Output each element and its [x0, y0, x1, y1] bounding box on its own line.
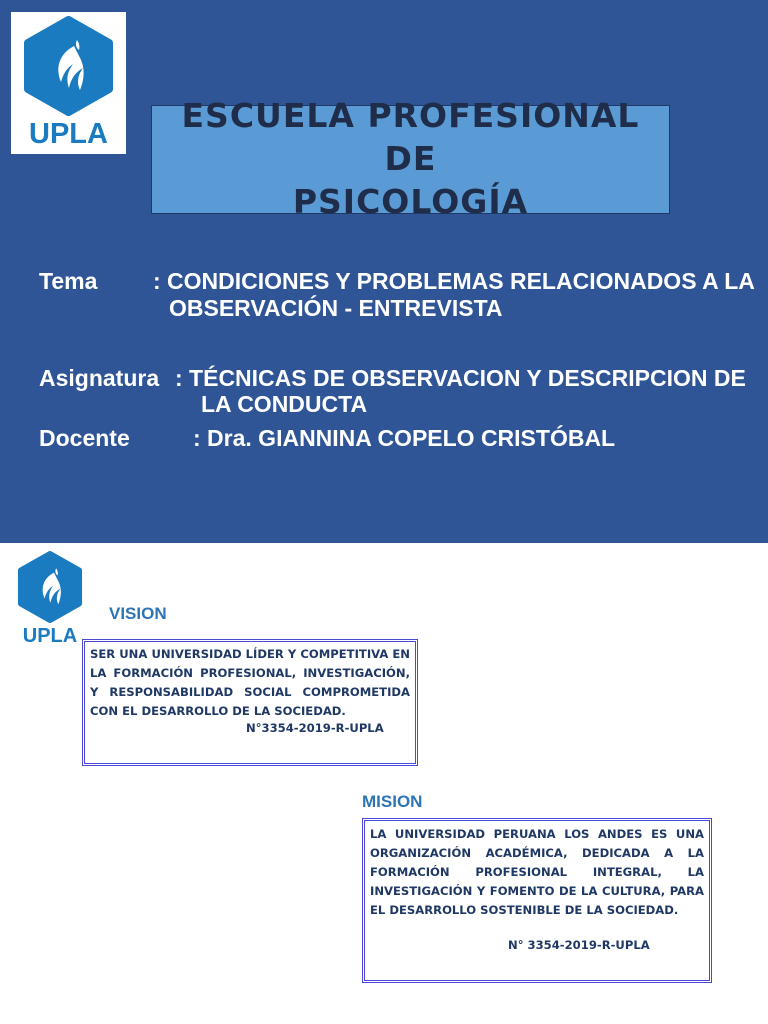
vision-line-1: SER UNA UNIVERSIDAD LÍDER Y COMPETITIVA EN: [90, 647, 410, 661]
upla-emblem-icon: [14, 551, 86, 623]
vision-line-3: Y RESPONSABILIDAD SOCIAL COMPROMETIDA: [90, 685, 410, 699]
tema-value-line-1: : CONDICIONES Y PROBLEMAS RELACIONADOS A LA: [153, 268, 755, 294]
mision-line-1: LA UNIVERSIDAD PERUANA LOS ANDES ES UNA: [370, 827, 704, 841]
mision-heading: MISION: [362, 792, 423, 811]
asignatura-value-line-2: LA CONDUCTA: [201, 391, 368, 417]
upla-logo: [11, 12, 126, 154]
logo-wordmark: UPLA: [22, 625, 78, 647]
asignatura-value-line-1: : TÉCNICAS DE OBSERVACION Y DESCRIPCION DE: [175, 365, 746, 391]
mision-line-3: FORMACIÓN PROFESIONAL INTEGRAL, LA: [370, 865, 704, 879]
docente-value: : Dra. GIANNINA COPELO CRISTÓBAL: [193, 425, 616, 451]
mision-line-2: ORGANIZACIÓN ACADÉMICA, DEDICADA A LA: [370, 846, 704, 860]
vision-box: [82, 639, 418, 766]
logo-wordmark: UPLA: [29, 118, 108, 150]
upla-emblem-icon: [19, 16, 118, 116]
mision-line-5: EL DESARROLLO SOSTENIBLE DE LA SOCIEDAD.: [370, 903, 679, 917]
upla-logo-small: [12, 551, 88, 647]
vision-line-4: CON EL DESARROLLO DE LA SOCIEDAD.: [90, 704, 346, 718]
tema-label: Tema: [39, 268, 98, 294]
vision-heading: VISION: [109, 604, 167, 623]
asignatura-label: Asignatura: [39, 365, 160, 391]
vision-mision-slide: [0, 543, 768, 1024]
page-title: [152, 95, 669, 224]
docente-label: Docente: [39, 425, 130, 451]
title-line-2: PSICOLOGÍA: [292, 181, 529, 221]
mision-resolution-code: N° 3354-2019-R-UPLA: [508, 938, 650, 952]
mision-line-4: INVESTIGACIÓN Y FOMENTO DE LA CULTURA, PARA: [370, 884, 704, 898]
title-line-1: ESCUELA PROFESIONAL DE: [181, 96, 640, 179]
vision-line-2: LA FORMACIÓN PROFESIONAL, INVESTIGACIÓN,: [90, 666, 410, 680]
vision-resolution-code: N°3354-2019-R-UPLA: [246, 721, 384, 735]
mision-box: [362, 818, 712, 983]
tema-value-line-2: OBSERVACIÓN - ENTREVISTA: [169, 295, 503, 321]
title-box: [151, 96, 670, 221]
